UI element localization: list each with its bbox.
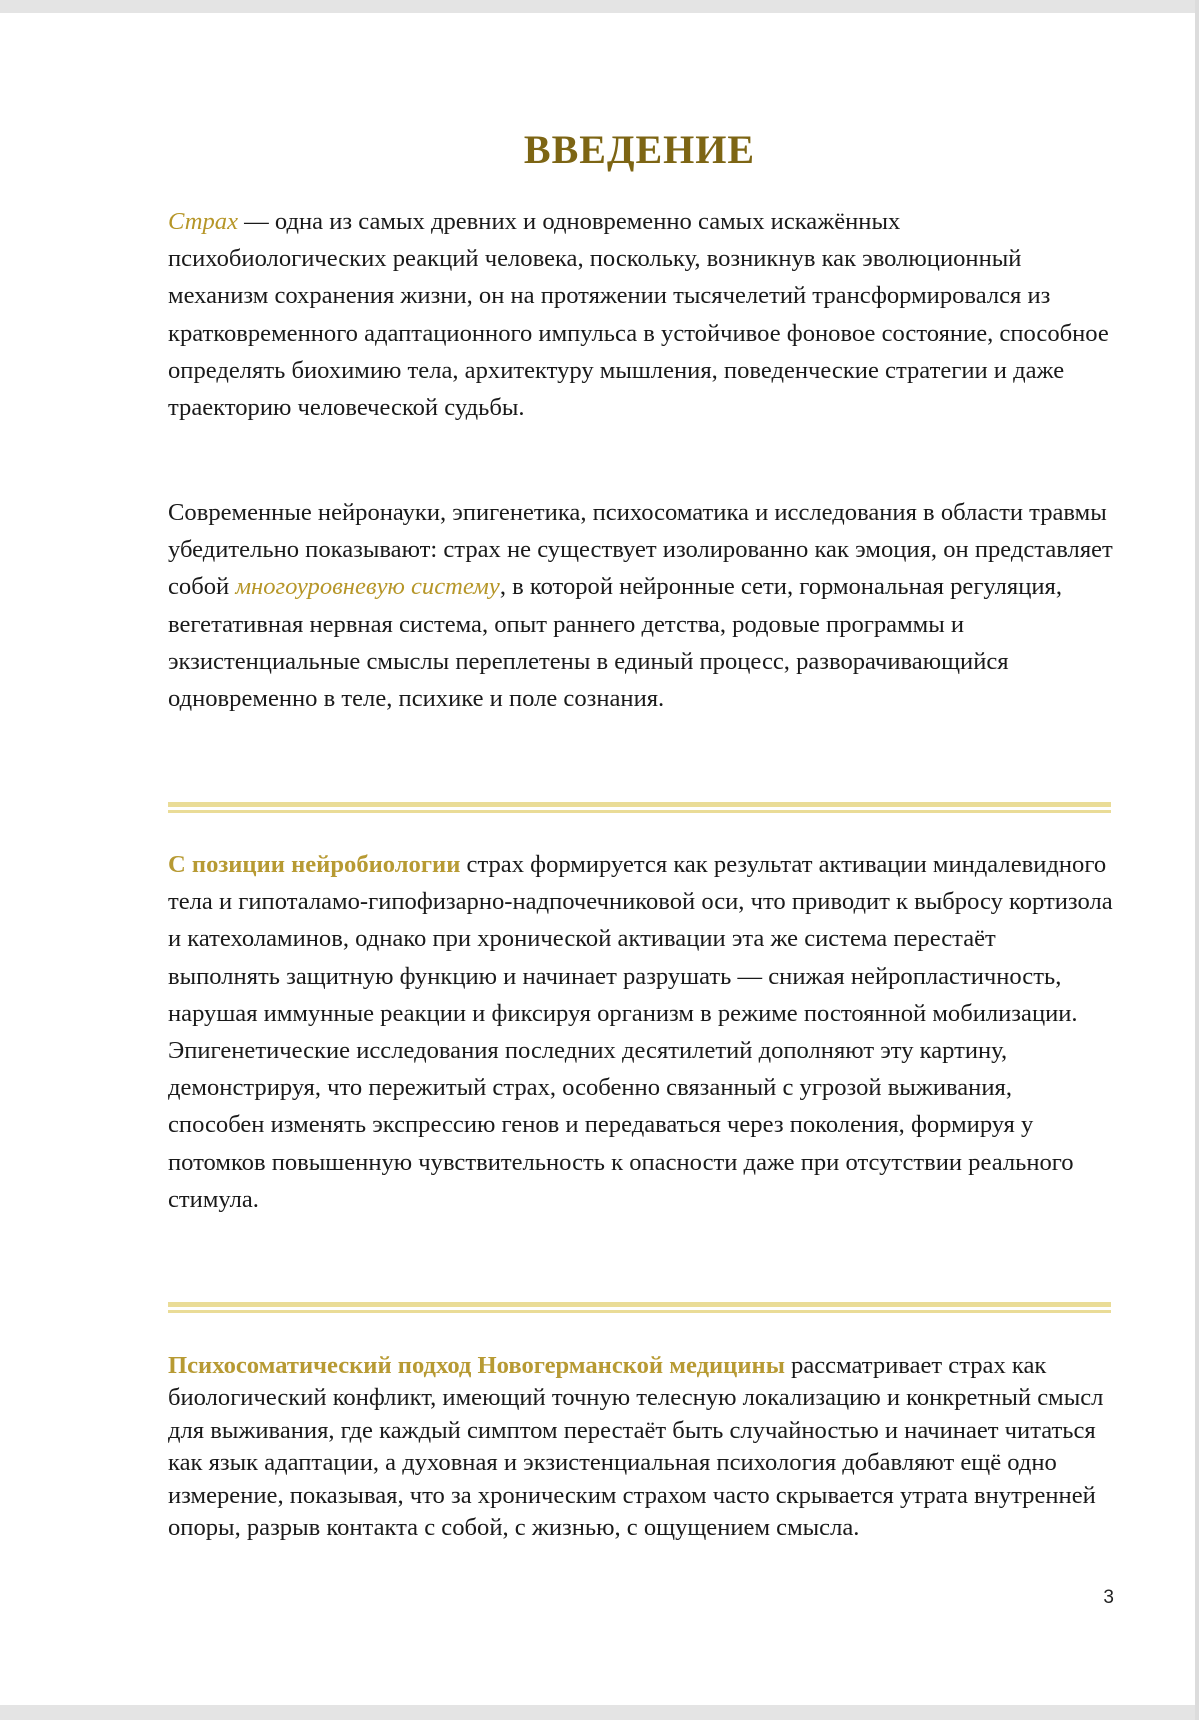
paragraph-psychosomatic	[168, 1350, 1113, 1544]
section-divider	[168, 802, 1111, 815]
highlight-psychosomatic-approach: Психосоматический подход Новогерманской медицины	[168, 1352, 785, 1379]
paragraph-neuroscience	[168, 494, 1113, 717]
page-edge	[1195, 0, 1199, 1720]
page-title: ВВЕДЕНИЕ	[523, 127, 756, 172]
paragraph-neurobiology	[168, 846, 1113, 1218]
paragraph-neurobiology-text: страх формируется как результат активации миндалевидного тела и гипоталамо-гипофизарно-надпочечниковой оси, что приводит к выбросу кортизола и катехоламинов, однако при хронической активации эта же система перестаёт выполнять защитную функцию и начинает разрушать — снижая нейропластичность, нарушая иммунные реакции и фиксируя организм в режиме постоянной мобилизации. Эпигенетические исследования последних десятилетий дополняют эту картину, демонстрируя, что пережитый страх, особенно связанный с угрозой выживания, способен изменять экспрессию генов и передаваться через поколения, формируя у потомков повышенную чувствительность к опасности даже при отсутствии реального стимула.	[168, 851, 1113, 1213]
highlight-multilevel-system: многоуровневую систему	[235, 573, 500, 601]
paragraph-neuroscience-before: Современные нейронауки, эпигенетика, психосоматика и исследования в области травмы убедительно показывают: страх не существует изолированно как эмоция, он представляет собой	[168, 499, 1113, 601]
highlight-neurobiology: С позиции нейробиологии	[168, 851, 461, 878]
paragraph-intro-text: — одна из самых древних и одновременно самых искажённых психобиологических реакций человека, поскольку, возникнув как эволюционный механизм сохранения жизни, он на протяжении тысячелетий трансформировался из кратковременного адаптационного импульса в устойчивое фоновое состояние, способное определять биохимию тела, архитектуру мышления, поведенческие стратегии и даже траекторию человеческой судьбы.	[168, 208, 1109, 422]
paragraph-psychosomatic-text: рассматривает страх как биологический конфликт, имеющий точную телесную локализацию и конкретный смысл для выживания, где каждый симптом перестаёт быть случайностью и начинает читаться как язык адаптации, а духовная и экзистенциальная психология добавляют ещё одно измерение, показывая, что за хроническим страхом часто скрывается утрата внутренней опоры, разрыв контакта с собой, с жизнью, с ощущением смысла.	[168, 1352, 1104, 1542]
highlight-fear: Страх	[168, 208, 239, 235]
page-title-container	[168, 126, 1111, 173]
paragraph-neuroscience-after: , в которой нейронные сети, гормональная регуляция, вегетативная нервная система, опыт раннего детства, родовые программы и экзистенциальные смыслы переплетены в единый процесс, разворачивающийся одновременно в теле, психике и поле сознания.	[168, 573, 1063, 713]
paragraph-intro	[168, 203, 1113, 426]
page-number: 3	[1103, 1587, 1114, 1608]
section-divider	[168, 1302, 1111, 1315]
